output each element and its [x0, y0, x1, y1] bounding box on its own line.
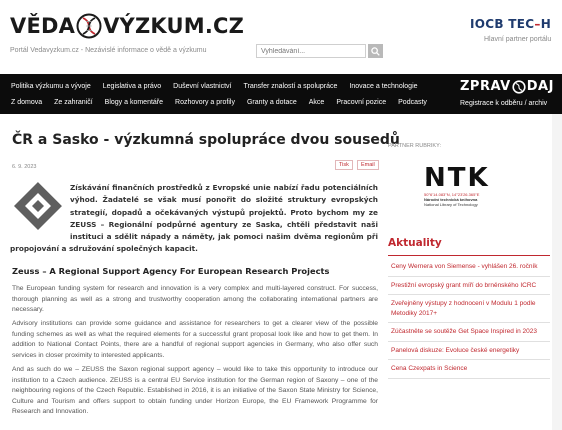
- iocb-logo-text: IOCB TEC: [470, 17, 535, 31]
- zpravodaj-text-b: DAJ: [526, 79, 554, 94]
- logo-text-left: VĚDA: [10, 14, 76, 38]
- zpravodaj-text-a: ZPRAV: [460, 79, 511, 94]
- nav-item-transfer[interactable]: Transfer znalostí a spolupráce: [243, 83, 338, 90]
- zpravodaj-logo[interactable]: [460, 79, 554, 94]
- ntk-name-cz: Národní technická knihovna: [424, 197, 478, 202]
- aktuality-divider: [388, 255, 550, 256]
- ntk-name-en: National Library of Technology: [424, 202, 478, 207]
- article: [10, 114, 400, 430]
- nav-item-blogy[interactable]: Blogy a komentáře: [104, 99, 164, 106]
- news-list: [388, 258, 550, 379]
- partner-caption: Hlavní partner portálu: [484, 36, 552, 43]
- nav-item-inovace[interactable]: Inovace a technologie: [349, 83, 418, 90]
- logo-text-right: VÝZKUM.CZ: [103, 14, 245, 38]
- nav-item-pracovni-pozice[interactable]: Pracovní pozice: [336, 99, 387, 106]
- nav-row-topics: [5, 83, 424, 90]
- nav-item-politika[interactable]: Politika výzkumu a vývoje: [11, 83, 91, 90]
- nav-item-podcasty[interactable]: Podcasty: [398, 99, 427, 106]
- news-item[interactable]: Prestižní evropský grant míří do brněnského ICRC: [388, 277, 550, 296]
- article-lead-text: Získávání finančních prostředků z Evropské unie nabízí řadu potenciálních výhod. Žadatelé se však musí ponořit do složité struktury evropských strategií, dopadů a očekávaných výstupů projektů. Proto bychom my ze ZEUSS – Regionální podpůrné agentury ze Saska, chtěli představit naši instituci a sdělit nápady a náměty, jak pomoci našim dvěma regionům při propojování a sdružování společných kapacit.: [10, 183, 378, 254]
- aktuality-heading: Aktuality: [388, 237, 442, 249]
- print-button[interactable]: Tisk: [335, 160, 353, 170]
- main-navigation: [0, 74, 562, 114]
- nav-item-z-domova[interactable]: Z domova: [11, 99, 43, 106]
- dna-logo-icon: [76, 13, 102, 39]
- nav-item-akce[interactable]: Akce: [308, 99, 325, 106]
- page-scrollbar[interactable]: [552, 114, 562, 430]
- nav-item-dusevni-vlastnictvi[interactable]: Duševní vlastnictví: [173, 83, 232, 90]
- nav-item-legislativa[interactable]: Legislativa a právo: [102, 83, 162, 90]
- site-header: [0, 0, 562, 74]
- iocb-logo-dash: –: [534, 17, 541, 31]
- search-icon: [371, 47, 380, 56]
- article-paragraph-1: The European funding system for research and innovation is a very complex and multi-layered construct. For success, thorough planning as well as a strong and trustworthy cooperation among the collaborating international partners are necessary.: [12, 285, 378, 313]
- partner-rubriky-label: PARTNER RUBRIKY:: [388, 143, 441, 149]
- news-item[interactable]: Cena Czexpats in Science: [388, 360, 550, 379]
- zpravodaj-o-icon: [512, 80, 526, 94]
- site-tagline: Portál Vedavyzkum.cz - Nezávislé informace o vědě a výzkumu: [10, 47, 207, 54]
- nav-item-granty[interactable]: Granty a dotace: [246, 99, 297, 106]
- news-item[interactable]: Zveřejněny výstupy z hodnocení v Modulu 1 podle Metodiky 2017+: [388, 295, 550, 323]
- article-paragraph-2: Advisory institutions can provide some guidance and assistance for researchers to get a clearer view of the possible funding schemes as well as what the required elements for a successful grant proposal look like and how to get them. In addition to National Contact Points, there are a handful of regional support agencies in Germany, who also offer such services in closer proximity to interested applicants.: [12, 320, 378, 359]
- iocb-logo-h: H: [540, 17, 552, 31]
- nav-row-sections: [5, 99, 433, 106]
- article-subheading: Zeuss – A Regional Support Agency For European Research Projects: [12, 266, 330, 276]
- article-date: 6. 9. 2023: [12, 164, 37, 170]
- site-logo[interactable]: [10, 12, 244, 40]
- newsletter-registration-link[interactable]: Registrace k odběru / archiv: [460, 100, 548, 107]
- news-item[interactable]: Panelová diskuze: Evoluce české energetiky: [388, 342, 550, 361]
- nav-item-rozhovory[interactable]: Rozhovory a profily: [175, 99, 235, 106]
- ntk-logo-text: NTK: [424, 163, 490, 193]
- article-lead: [10, 182, 378, 256]
- nav-item-ze-zahranici[interactable]: Ze zahraničí: [54, 99, 93, 106]
- news-item[interactable]: Zúčastněte se soutěže Get Space Inspired in 2023: [388, 323, 550, 342]
- search-button[interactable]: [368, 44, 383, 58]
- article-paragraph-3: And as such do we – ZEUSS the Saxon regional support agency – would like to take this opportunity to introduce our institution to a Czech audience. ZEUSS is a central EU Service institution for the German region of Saxony – one of the neighbouring regions of the Czech Republic. Established in 2016, it is an initiative of the Saxon State Ministry for Science, Culture and Tourism and offers support to obtain funding under Horizon Europe, the EU Framework Programme for Research and Innovation.: [12, 366, 378, 415]
- ntk-partner-logo[interactable]: [424, 164, 534, 216]
- news-item[interactable]: Ceny Wernera von Siemense - vyhlášen 26. ročník: [388, 258, 550, 277]
- search-input[interactable]: [256, 44, 366, 58]
- lead-float-spacer: [10, 182, 70, 234]
- sidebar: [388, 114, 550, 430]
- email-button[interactable]: Email: [357, 160, 379, 170]
- ntk-coordinates: 50°6'14.083"N, 14°23'26.365"E: [424, 192, 480, 197]
- iocb-partner-logo[interactable]: [470, 17, 551, 31]
- article-title: ČR a Sasko - výzkumná spolupráce dvou sousedů: [12, 132, 400, 148]
